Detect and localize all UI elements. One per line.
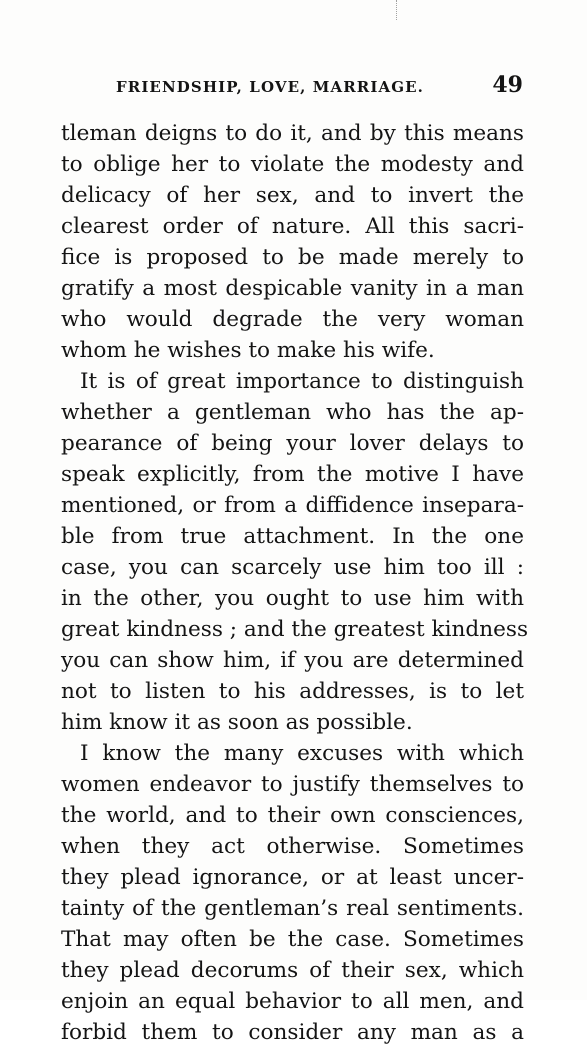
text-line: not to listen to his addresses, is to let bbox=[61, 679, 524, 704]
text-line: delicacy of her sex, and to invert the bbox=[61, 183, 524, 208]
text-line: speak explicitly, from the motive I have bbox=[61, 462, 524, 487]
text-line: the world, and to their own consciences, bbox=[61, 803, 524, 828]
text-line: him know it as soon as possible. bbox=[61, 710, 413, 735]
page-number: 49 bbox=[492, 72, 523, 98]
text-line: tleman deigns to do it, and by this means bbox=[61, 121, 524, 146]
text-line: in the other, you ought to use him with bbox=[61, 586, 524, 611]
text-line: ble from true attachment. In the one bbox=[61, 524, 524, 549]
text-line: they plead decorums of their sex, which bbox=[61, 958, 524, 983]
text-line: you can show him, if you are determined bbox=[61, 648, 524, 673]
text-line: whom he wishes to make his wife. bbox=[61, 338, 435, 363]
page-header bbox=[60, 72, 523, 100]
text-line: tainty of the gentleman’s real sentiments. bbox=[61, 896, 524, 921]
text-line: fice is proposed to be made merely to bbox=[61, 245, 524, 270]
text-line: case, you can scarcely use him too ill : bbox=[61, 555, 524, 580]
body-text bbox=[61, 118, 529, 1048]
paragraph-start-line: It is of great importance to distinguish bbox=[80, 369, 524, 394]
text-line: enjoin an equal behavior to all men, and bbox=[61, 989, 524, 1014]
running-head: FRIENDSHIP, LOVE, MARRIAGE. bbox=[116, 78, 424, 96]
text-line: they plead ignorance, or at least uncer- bbox=[61, 865, 524, 890]
text-line: to oblige her to violate the modesty and bbox=[61, 152, 524, 177]
text-line: pearance of being your lover delays to bbox=[61, 431, 524, 456]
text-line: That may often be the case. Sometimes bbox=[61, 927, 524, 952]
text-line: women endeavor to justify themselves to bbox=[61, 772, 524, 797]
text-line: mentioned, or from a diffidence insepara- bbox=[61, 493, 524, 518]
text-line: gratify a most despicable vanity in a man bbox=[61, 276, 524, 301]
text-line: forbid them to consider any man as a bbox=[61, 1020, 524, 1045]
page-speck-mark bbox=[396, 0, 400, 20]
text-line: who would degrade the very woman bbox=[61, 307, 524, 332]
text-line: great kindness ; and the greatest kindness bbox=[61, 617, 529, 642]
paragraph-start-line: I know the many excuses with which bbox=[80, 741, 524, 766]
text-line: whether a gentleman who has the ap- bbox=[61, 400, 524, 425]
text-line: when they act otherwise. Sometimes bbox=[61, 834, 524, 859]
text-line: clearest order of nature. All this sacri- bbox=[61, 214, 524, 239]
